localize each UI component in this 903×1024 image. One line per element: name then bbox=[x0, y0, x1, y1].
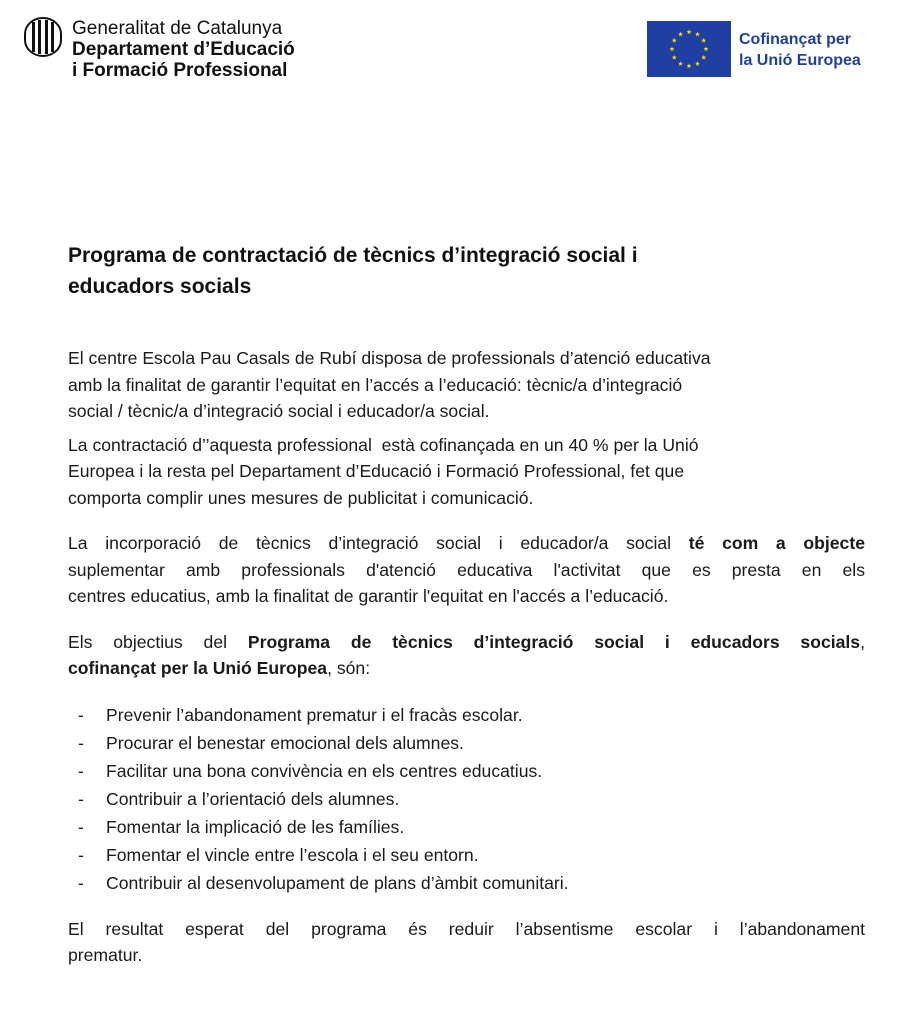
eu-flag-icon bbox=[647, 21, 731, 77]
list-item-text: Prevenir l’abandonament prematur i el fracàs escolar. bbox=[106, 704, 523, 725]
list-dash: - bbox=[78, 816, 84, 837]
list-item-text: Fomentar la implicació de les famílies. bbox=[106, 816, 405, 837]
list-item bbox=[68, 841, 865, 869]
paragraph-line: El resultat esperat del programa és reduir l’absentisme escolar i l’abandonament bbox=[68, 918, 865, 939]
paragraph-line: social / tècnic/a d’integració social i educador/a social. bbox=[68, 401, 490, 421]
eu-line1: Cofinançat per bbox=[739, 31, 852, 48]
paragraph-bold: té com a objecte bbox=[688, 533, 865, 553]
title-line1: Programa de contractació de tècnics d’integració social i bbox=[68, 244, 638, 267]
list-dash: - bbox=[78, 788, 84, 809]
list-item-text: Contribuir al desenvolupament de plans d’àmbit comunitari. bbox=[106, 872, 569, 893]
paragraph-text: Els objectius del bbox=[68, 631, 248, 652]
list-item-text: Procurar el benestar emocional dels alumnes. bbox=[106, 732, 464, 753]
paragraph-line: Europea i la resta pel Departament d’Educació i Formació Professional, fet que bbox=[68, 461, 685, 481]
paragraph-line: suplementar amb professionals d'atenció educativa l'activitat que es presta en els bbox=[68, 559, 865, 580]
list-item bbox=[68, 701, 865, 729]
list-item-text: Contribuir a l’orientació dels alumnes. bbox=[106, 788, 400, 809]
paragraph-text: , són: bbox=[327, 658, 371, 678]
title-line2: educadors socials bbox=[68, 275, 252, 298]
generalitat-line1: Generalitat de Catalunya bbox=[72, 18, 283, 39]
paragraph-line bbox=[68, 655, 865, 682]
list-item bbox=[68, 757, 865, 785]
paragraph-text: La incorporació de tècnics d’integració social i educador/a social bbox=[68, 533, 689, 553]
paragraph-line bbox=[68, 530, 865, 557]
eu-line2: la Unió Europea bbox=[739, 52, 861, 69]
paragraph-text: , bbox=[860, 631, 865, 652]
paragraph-line: El centre Escola Pau Casals de Rubí disposa de professionals d’atenció educativa bbox=[68, 348, 711, 368]
list-dash: - bbox=[78, 844, 84, 865]
paragraph-result bbox=[68, 916, 865, 969]
list-item bbox=[68, 785, 865, 813]
objectives-list bbox=[68, 701, 865, 897]
list-dash: - bbox=[78, 760, 84, 781]
paragraph-objective bbox=[68, 530, 865, 610]
list-item bbox=[68, 729, 865, 757]
list-dash: - bbox=[78, 872, 84, 893]
document-body bbox=[68, 345, 865, 969]
program-name-bold: Programa de tècnics d’integració social i educadors socials bbox=[247, 631, 861, 652]
department-line3: i Formació Professional bbox=[72, 60, 288, 81]
list-item-text: Fomentar el vincle entre l’escola i el seu entorn. bbox=[106, 844, 479, 865]
paragraph-intro bbox=[68, 345, 865, 425]
paragraph-line: La contractació d’’aquesta professional està cofinançada en un 40 % per la Unió bbox=[68, 434, 699, 455]
generalitat-logo-icon bbox=[24, 17, 62, 57]
cofinanced-bold: cofinançat per la Unió Europea bbox=[68, 658, 328, 678]
list-item bbox=[68, 869, 865, 897]
eu-cofinancing-label bbox=[739, 29, 861, 71]
paragraph-line: amb la finalitat de garantir l’equitat en l’accés a l’educació: tècnic/a d’integració bbox=[68, 374, 683, 395]
document-title bbox=[68, 240, 848, 302]
paragraph-line bbox=[68, 629, 865, 656]
generalitat-name bbox=[72, 18, 295, 81]
list-dash: - bbox=[78, 732, 84, 753]
paragraph-line: comporta complir unes mesures de publicitat i comunicació. bbox=[68, 487, 534, 508]
list-item-text: Facilitar una bona convivència en els centres educatius. bbox=[106, 760, 543, 781]
paragraph-line: prematur. bbox=[68, 945, 143, 965]
list-dash: - bbox=[78, 704, 84, 725]
paragraph-objectives-intro bbox=[68, 629, 865, 682]
paragraph-cofinancing bbox=[68, 432, 865, 512]
list-item bbox=[68, 813, 865, 841]
department-line2: Departament d’Educació bbox=[72, 39, 295, 60]
paragraph-line: centres educatius, amb la finalitat de garantir l'equitat en l'accés a l’educació. bbox=[68, 586, 669, 606]
